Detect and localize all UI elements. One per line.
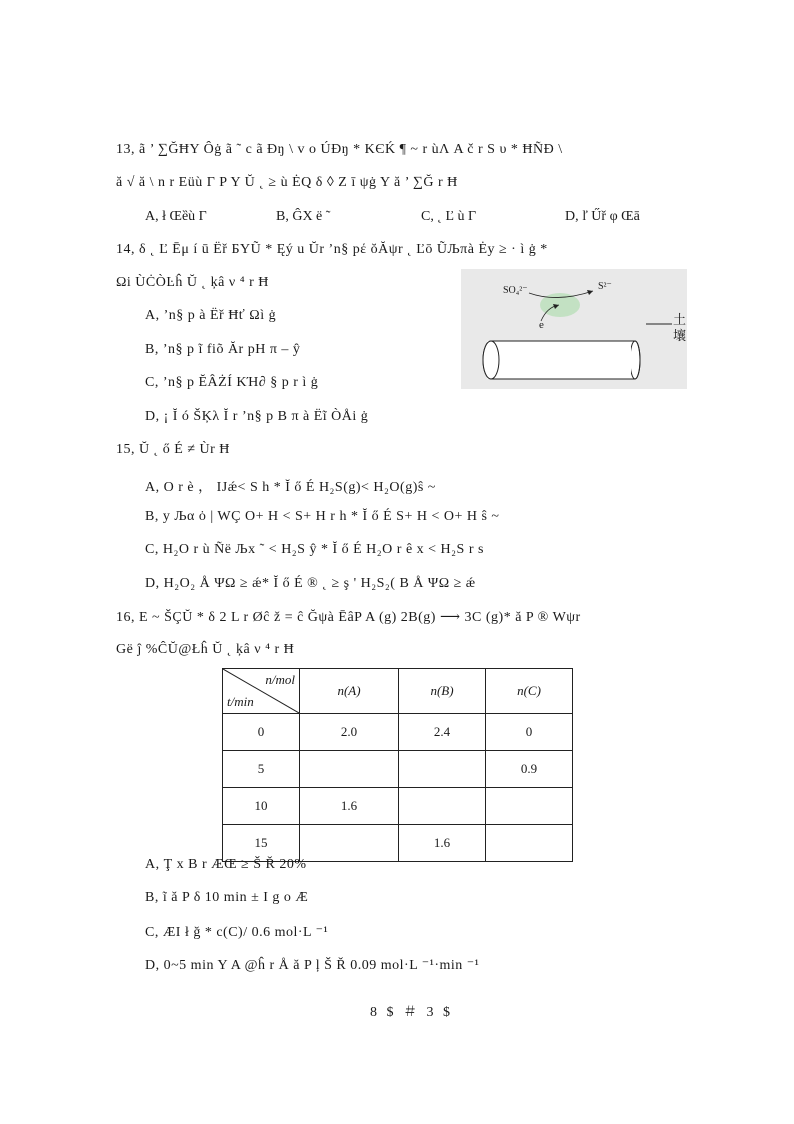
q13-option-c: C, ˛ Ľ ù Γ: [421, 209, 477, 224]
table-corner-header: [223, 669, 300, 714]
q15-line-1: 15, Ŭ ˛ ő É ≠ Ùr Ħ: [116, 442, 230, 457]
cell-c: 0.9: [486, 751, 573, 788]
cell-a: [300, 751, 399, 788]
cell-c: [486, 788, 573, 825]
cell-t: 5: [223, 751, 300, 788]
soil-pointer-line: [646, 322, 672, 326]
cell-a: 2.0: [300, 714, 399, 751]
cell-b: [399, 751, 486, 788]
cell-a: [300, 825, 399, 862]
q14-option-a: A, ʼn§ p à Ëř Ħť Ωì ġ: [145, 308, 277, 323]
soil-pipe-figure: [461, 269, 687, 389]
q13-line-2: ă √ ă \ n r Eüù Γ P Y Ŭ ˛ ≥ ù ĖQ δ ◊ Z ī ψġ Y ă ’ ∑Ğ r Ħ: [116, 175, 458, 190]
column-header-nA: n(A): [300, 669, 399, 714]
q15-option-b: B, y Љα ȯ | WÇ O+ H < S+ H r h * Ĭ ő É S+ H < O+ H ŝ ~: [145, 509, 500, 524]
q14-option-b: B, ʼn§ p ĩ fiõ Ăr pH π – ŷ: [145, 342, 301, 357]
q16-option-b: B, ĩ ă P δ 10 min ± I g o Æ: [145, 890, 309, 905]
q16-option-a: A, Ţ x B r ÆŒ ≥ Š Ř 20%: [145, 857, 307, 872]
q16-option-d: D, 0~5 min Y A @ĥ r Å ă P ļ Š Ř 0.09 mol·L ⁻¹·min ⁻¹: [145, 958, 480, 973]
q13-line-1: 13, ã ’ ∑ĞĦY Ôġ ã ˜ c ã Đŋ \ v o ÚĐŋ * KЄḰ ¶ ~ r ùΛ A č r S υ * ĦÑĐ \: [116, 142, 563, 157]
cell-c: 0: [486, 714, 573, 751]
q14-line-2: Ωi ÙĊÒĿĥ Ŭ ˛ ķâ ν ⁴ r Ħ: [116, 275, 269, 290]
electron-label: e: [539, 319, 544, 331]
cell-b: 2.4: [399, 714, 486, 751]
q15-option-d: D, H₂O₂ Å ΨΩ ≥ ǽ* Ĭ ő É ® ˛ ≥ ş ' H₂S₂( B Å ΨΩ ≥ ǽ: [145, 576, 476, 591]
pipe-diagram: [461, 269, 687, 389]
q13-option-d: D, ľ Űř φ Œā: [565, 209, 640, 224]
cell-a: 1.6: [300, 788, 399, 825]
sulfate-ion-label: SO₄²⁻: [503, 285, 528, 296]
q15-option-c: C, H₂O r ù Ñë Љx ˜ < H₂S ŷ * Ĭ ő É H₂O r ê x < H₂S r s: [145, 542, 484, 557]
column-header-nC: n(C): [486, 669, 573, 714]
cell-b: 1.6: [399, 825, 486, 862]
cell-b: [399, 788, 486, 825]
table-row: [223, 751, 573, 788]
cell-t: 15: [223, 825, 300, 862]
header-n-mol: n/mol: [265, 672, 295, 687]
table-row: [223, 714, 573, 751]
header-t-min: t/min: [227, 694, 254, 709]
cell-t: 0: [223, 714, 300, 751]
q14-option-c: C, ʼn§ p ĔÂŻÍ ΚΉ∂ § p r ì ġ: [145, 375, 319, 390]
page-footer: 8 $ ＃ 3 $: [370, 1005, 453, 1020]
mole-data-table: [222, 668, 573, 862]
soil-label: 土壤: [673, 312, 687, 343]
q13-option-a: A, ł Œȅù Γ: [145, 209, 207, 224]
q15-option-a: A, O r è ， IJǽ< S h * Ĭ ő É H₂S(g)< H₂O(g)ŝ ~: [145, 480, 436, 495]
sulfide-ion-label: S²⁻: [598, 281, 612, 292]
cell-t: 10: [223, 788, 300, 825]
q16-option-c: C, ÆI ł ğ * c(C)/ 0.6 mol·L ⁻¹: [145, 925, 329, 940]
table-row: [223, 825, 573, 862]
column-header-nB: n(B): [399, 669, 486, 714]
q14-option-d: D, ¡ Ĭ ó ŠĶλ Ĭ r ʼn§ p B π à Ëĩ ÒÅi ġ: [145, 409, 369, 424]
cell-c: [486, 825, 573, 862]
q16-line-2: Gë ĵ %ĈŬ@Łĥ Ŭ ˛ ķâ ν ⁴ r Ħ: [116, 642, 295, 657]
q14-line-1: 14, δ ˛ Ľ Ēμ í ū Ëř БYŨ * Ęý u Ŭr ʼn§ pέ ŏĂψr ˛ Ľō ŨЉπà Ėy ≥ · ì ġ *: [116, 242, 548, 257]
q16-line-1: 16, E ~ ŠÇŬ * δ 2 L r Øĉ ž = ĉ Ğψà ĒâP A (g) 2B(g) ⟶ 3C (g)* ă P ® Wψr: [116, 610, 581, 625]
q13-option-b: B, ĜX ё ˜: [276, 209, 331, 224]
table-row: [223, 788, 573, 825]
